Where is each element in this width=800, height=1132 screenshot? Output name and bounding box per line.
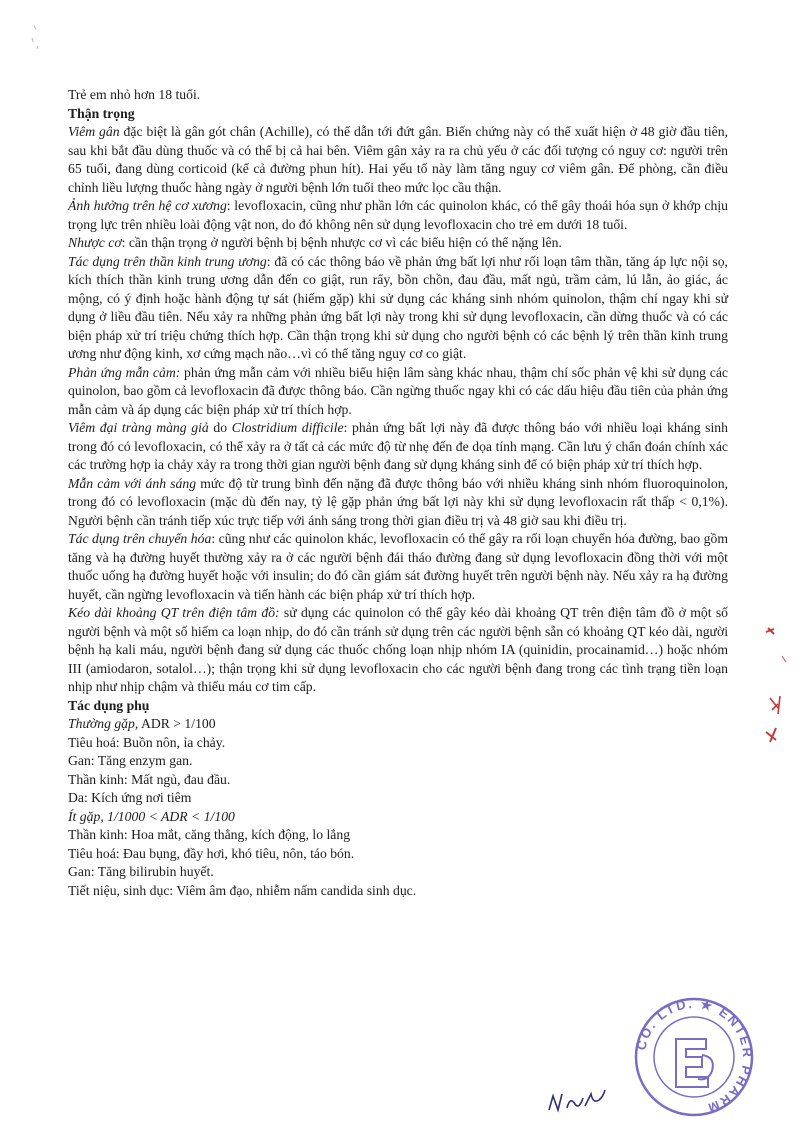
lead-photosensitivity: Mẫn cảm với ánh sáng [68,475,197,491]
paragraph-metabolism: Tác dụng trên chuyển hóa: cũng như các quinolon khác, levofloxacin có thể gây ra rối loạn chuyển hóa đường, bao gồm tăng và hạ đường huyết thường xảy ra ở các người bệnh đái tháo đường đang sử dụng levofloxacin đồng thời với một thuốc uống hạ đường huyết hoặc với insulin; do đó cần giám sát đường huyết trên người bệnh này. Nếu xảy ra hạ đường huyết, cần ngừng levofloxacin và tiến hành các biện pháp xử trí thích hợp. [68,531,728,602]
paragraph-qt-prolongation: Kéo dài khoảng QT trên điện tâm đồ: sử dụng các quinolon có thể gây kéo dài khoảng QT trên điện tâm đồ ở một số người bệnh và một số hiếm ca loạn nhịp, do đó cần tránh sử dụng trên các người bệnh sẵn có khoảng QT kéo dài, người bệnh hạ kali máu, người bệnh đang sử dụng các thuốc chống loạn nhịp nhóm IA (quinidin, procainamid…) hoặc nhóm III (amiodaron, sotalol…); thận trọng khi sử dụng levofloxacin cho các người bệnh đang trong các tình trạng tiền loạn nhịp như nhịp chậm và thiếu máu cơ tim cấp. [68,605,728,694]
clostridium-name: Clostridium difficile [231,420,344,435]
lead-musculoskeletal: Ảnh hưởng trên hệ cơ xương [68,198,227,213]
list-item: Da: Kích ứng nơi tiêm [68,790,192,805]
lead-common: Thường gặp, [68,716,139,731]
paragraph-uncommon [68,808,728,827]
paragraph-hypersensitivity: Phản ứng mẫn cảm: phản ứng mẫn cảm với nhiều biểu hiện lâm sàng khác nhau, thậm chí sốc phản vệ khi sử dụng các quinolon, bao gồm cả levofloxacin đã được thông báo. Cần ngừng thuốc ngay khi có các dấu hiệu đầu tiên của phản ứng mẫn cảm và áp dụng các biện pháp xử trí thích hợp. [68,364,728,417]
corner-smudge [20,22,50,67]
lead-tendinitis: Viêm gân [68,124,120,139]
company-stamp [632,995,756,1119]
list-item: Tiêu hoá: Đau bụng, đầy hơi, khó tiêu, nôn, táo bón. [68,845,355,861]
paragraph-tendinitis: Viêm gân đặc biệt là gân gót chân (Achille), có thể dẫn tới đứt gân. Biến chứng này có thể xuất hiện ở 48 giờ đầu tiên, sau khi bắt đầu dùng thuốc và có thể bị cả hai bên. Viêm gân xảy ra ra chủ yếu ở các đối tượng có nguy cơ: người trên 65 tuổi, đang dùng corticoid (kể cả đường phun hít). Hai yếu tố này làm tăng nguy cơ viêm gân. Để phòng, cần điều chỉnh liều lượng thuốc hàng ngày ở người bệnh lớn tuổi theo mức lọc cầu thận. [68,124,728,195]
lead-qt-prolongation: Kéo dài khoảng QT trên điện tâm đồ: [68,605,280,620]
signature [545,1088,607,1116]
heading-side-effects: Tác dụng phụ [68,697,150,713]
paragraph-photosensitivity: Mẫn cảm với ánh sáng mức độ từ trung bình đến nặng đã được thông báo với nhiều kháng sinh nhóm fluoroquinolon, trong đó có levofloxacin (mặc dù đến nay, tỷ lệ gặp phản ứng bất lợi này khi sử dụng levofloxacin rất thấp < 0,1%). Người bệnh cần tránh tiếp xúc trực tiếp với ánh sáng trong thời gian điều trị và 48 giờ sau khi điều trị. [68,475,729,528]
document-body [68,86,728,900]
list-item: Thần kinh: Hoa mắt, căng thẳng, kích động, lo lắng [68,827,351,842]
paragraph-cns-effects: Tác dụng trên thần kinh trung ương: đã có các thông báo về phản ứng bất lợi như rối loạn tâm thần, tăng áp lực nội sọ, kích thích thần kinh trung ương dẫn đến co giật, run rẩy, bồn chồn, đau đầu, mất ngủ, trầm cảm, lú lẫn, ảo giác, ác mộng, có ý định hoặc hành động tự sát (hiếm gặp) khi sử dụng các kháng sinh nhóm quinolon, thậm chí ngay khi sử dụng ở liều đầu tiên. Nếu xảy ra những phản ứng bất lợi này trong khi sử dụng levofloxacin, cần dừng thuốc và có các biện pháp xử trí triệu chứng thích hợp. Cần thận trọng khi sử dụng cho người bệnh có các bệnh lý trên thần kinh trung ương như động kinh, xơ cứng mạch não…vì có thể tăng nguy cơ co giật. [68,253,728,361]
list-item: Tiêu hoá: Buồn nôn, ỉa chảy. [68,734,226,750]
paragraph-common: Thường gặp, ADR > 1/100 [68,716,216,731]
list-item: Gan: Tăng enzym gan. [68,753,193,768]
lead-metabolism: Tác dụng trên chuyển hóa [68,531,212,546]
list-item: Gan: Tăng bilirubin huyết. [68,864,214,879]
paragraph-myasthenia: Nhược cơ: cần thận trọng ở người bệnh bị bệnh nhược cơ vì các biểu hiện có thể nặng lên. [68,235,562,250]
paragraph-children-age: Trẻ em nhỏ hơn 18 tuổi. [68,87,201,102]
paragraph-colitis: Viêm đại tràng màng giả do Clostridium difficile: phản ứng bất lợi này đã được thông báo với nhiều loại kháng sinh trong đó có levofloxacin, có thể xảy ra ở tất cả các mức độ từ nhẹ đến đe dọa tính mạng. Cần lưu ý chẩn đoán chính xác các trường hợp ỉa chảy xảy ra trong thời gian người bệnh đang sử dụng kháng sinh để có biện pháp xử trí thích hợp. [68,420,728,472]
lead-myasthenia: Nhược cơ [68,235,122,250]
list-item: Tiết niệu, sinh dục: Viêm âm đạo, nhiễm nấm candida sinh dục. [68,882,417,898]
lead-uncommon: Ít gặp, 1/1000 < ADR < 1/100 [68,808,235,824]
lead-cns-effects: Tác dụng trên thần kinh trung ương [68,253,267,269]
heading-precautions: Thận trọng [68,105,135,121]
lead-colitis: Viêm đại tràng màng giả [68,420,209,435]
lead-hypersensitivity: Phản ứng mẫn cảm: [68,364,181,380]
paragraph-musculoskeletal: Ảnh hưởng trên hệ cơ xương: levofloxacin, cũng như phần lớn các quinolon khác, có thể gây thoái hóa sụn ở khớp chịu trọng lực trên nhiều loài động vật non, do đó không nên sử dụng levofloxacin cho trẻ em dưới 18 tuổi. [68,198,728,232]
list-item: Thần kinh: Mất ngủ, đau đầu. [68,771,231,787]
margin-pen-marks [760,620,790,750]
svg-text:CO. LTD. ★ ENTER PHARM: CO. LTD. ★ ENTER PHARM [633,995,756,1117]
